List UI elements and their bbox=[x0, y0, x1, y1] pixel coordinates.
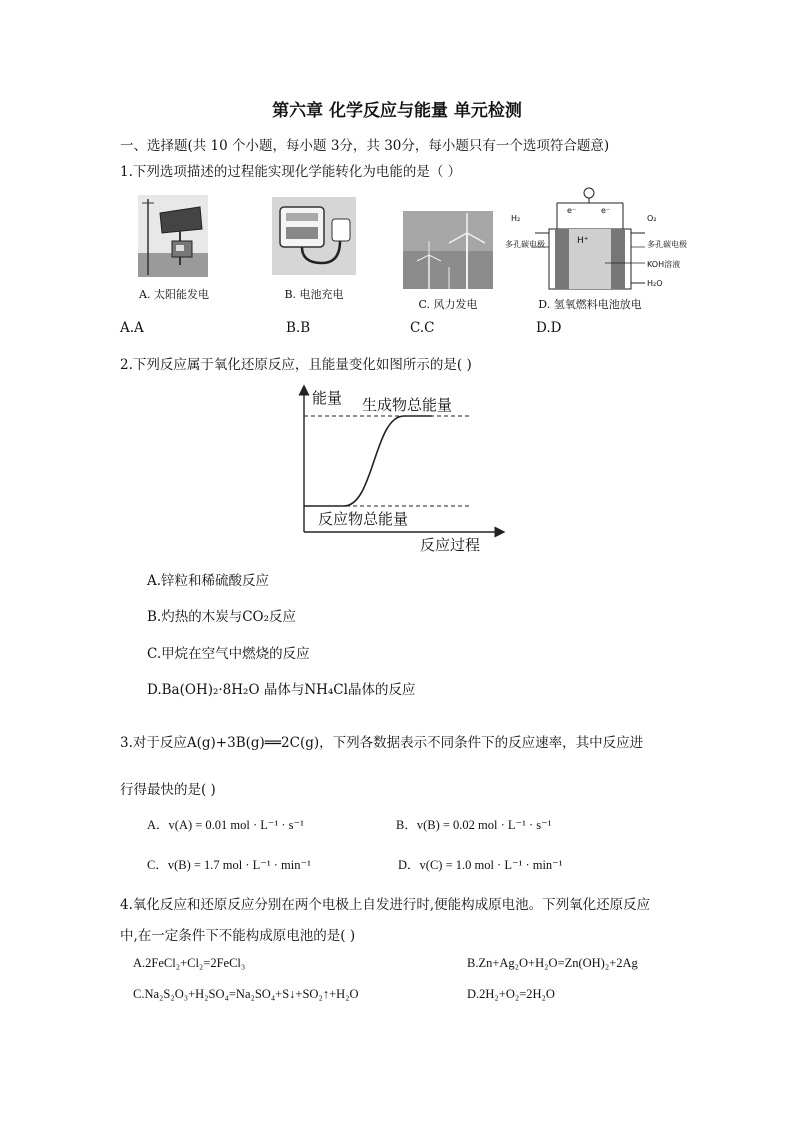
right-electrode-label: 多孔碳电极 bbox=[647, 240, 687, 249]
energy-curve bbox=[304, 416, 432, 506]
q4-option-c: C.Na₂S₂O₃+H₂SO₄=Na₂SO₄+S↓+SO₂↑+H₂O bbox=[133, 987, 359, 1001]
q1-caption-a: A. 太阳能发电 bbox=[139, 288, 209, 301]
q1-option-c: C.C bbox=[410, 320, 435, 336]
q1-option-a: A.A bbox=[120, 320, 144, 336]
q2-stem: 2.下列反应属于氧化还原反应，且能量变化如图所示的是( ) bbox=[120, 357, 472, 373]
q1-caption-b: B. 电池充电 bbox=[284, 288, 344, 301]
solar-panel-image bbox=[138, 195, 208, 277]
q1-option-b: B.B bbox=[286, 320, 311, 336]
q1-caption-c: C. 风力发电 bbox=[418, 298, 478, 311]
q4-option-d: D.2H₂+O₂=2H₂O bbox=[467, 987, 555, 1001]
q1-caption-d: D. 氢氧燃料电池放电 bbox=[538, 298, 642, 311]
q1-stem: 1.下列选项描述的过程能实现化学能转化为电能的是（ ） bbox=[120, 164, 462, 180]
product-energy-label: 生成物总能量 bbox=[362, 396, 453, 414]
q3-option-c: C．v(B) = 1.7 mol · L⁻¹ · min⁻¹ bbox=[147, 858, 311, 872]
q3-stem-line2: 行得最快的是( ) bbox=[120, 782, 216, 798]
electron-label-right: e⁻ bbox=[601, 206, 611, 215]
h2-label: H₂ bbox=[511, 214, 521, 223]
q2-option-b: B.灼热的木炭与CO₂反应 bbox=[147, 609, 297, 625]
q4-stem-line2: 中,在一定条件下不能构成原电池的是( ) bbox=[120, 928, 356, 944]
q3-option-b: B．v(B) = 0.02 mol · L⁻¹ · s⁻¹ bbox=[396, 818, 552, 832]
koh-label: KOH溶液 bbox=[647, 260, 681, 269]
q1-option-d: D.D bbox=[536, 320, 562, 336]
q2-option-d: D.Ba(OH)₂·8H₂O 晶体与NH₄Cl晶体的反应 bbox=[147, 682, 416, 698]
q4-option-a: A.2FeCl₂+Cl₂=2FeCl₃ bbox=[133, 956, 246, 970]
h2o-label: H₂O bbox=[647, 279, 663, 288]
wind-turbine-image bbox=[403, 211, 493, 289]
q3-option-a: A．v(A) = 0.01 mol · L⁻¹ · s⁻¹ bbox=[147, 818, 304, 832]
page-title: 第六章 化学反应与能量 单元检测 bbox=[272, 101, 522, 121]
q2-option-c: C.甲烷在空气中燃烧的反应 bbox=[147, 646, 310, 662]
q3-option-d: D．v(C) = 1.0 mol · L⁻¹ · min⁻¹ bbox=[398, 858, 563, 872]
q4-option-b: B.Zn+Ag₂O+H₂O=Zn(OH)₂+2Ag bbox=[467, 956, 638, 970]
o2-label: O₂ bbox=[647, 214, 657, 223]
q2-option-a: A.锌粒和稀硫酸反应 bbox=[147, 573, 270, 589]
q3-stem-line1: 3.对于反应A(g)+3B(g)══2C(g)，下列各数据表示不同条件下的反应速率，其中反应进 bbox=[120, 735, 644, 751]
reactant-energy-label: 反应物总能量 bbox=[318, 510, 409, 528]
battery-charger-image bbox=[272, 197, 356, 275]
q4-stem-line1: 4.氧化反应和还原反应分别在两个电极上自发进行时,便能构成原电池。下列氧化还原反应 bbox=[120, 897, 651, 913]
fuel-cell-diagram bbox=[505, 185, 687, 297]
electron-label-left: e⁻ bbox=[567, 206, 577, 215]
h-plus-label: H⁺ bbox=[577, 236, 589, 246]
y-axis-label: 能量 bbox=[312, 389, 343, 407]
left-electrode-label: 多孔碳电极 bbox=[505, 240, 545, 249]
section-heading: 一、选择题(共 10 个小题，每小题 3分，共 30分，每小题只有一个选项符合题意) bbox=[120, 138, 610, 154]
energy-graph bbox=[292, 382, 507, 554]
x-axis-label: 反应过程 bbox=[420, 536, 481, 554]
